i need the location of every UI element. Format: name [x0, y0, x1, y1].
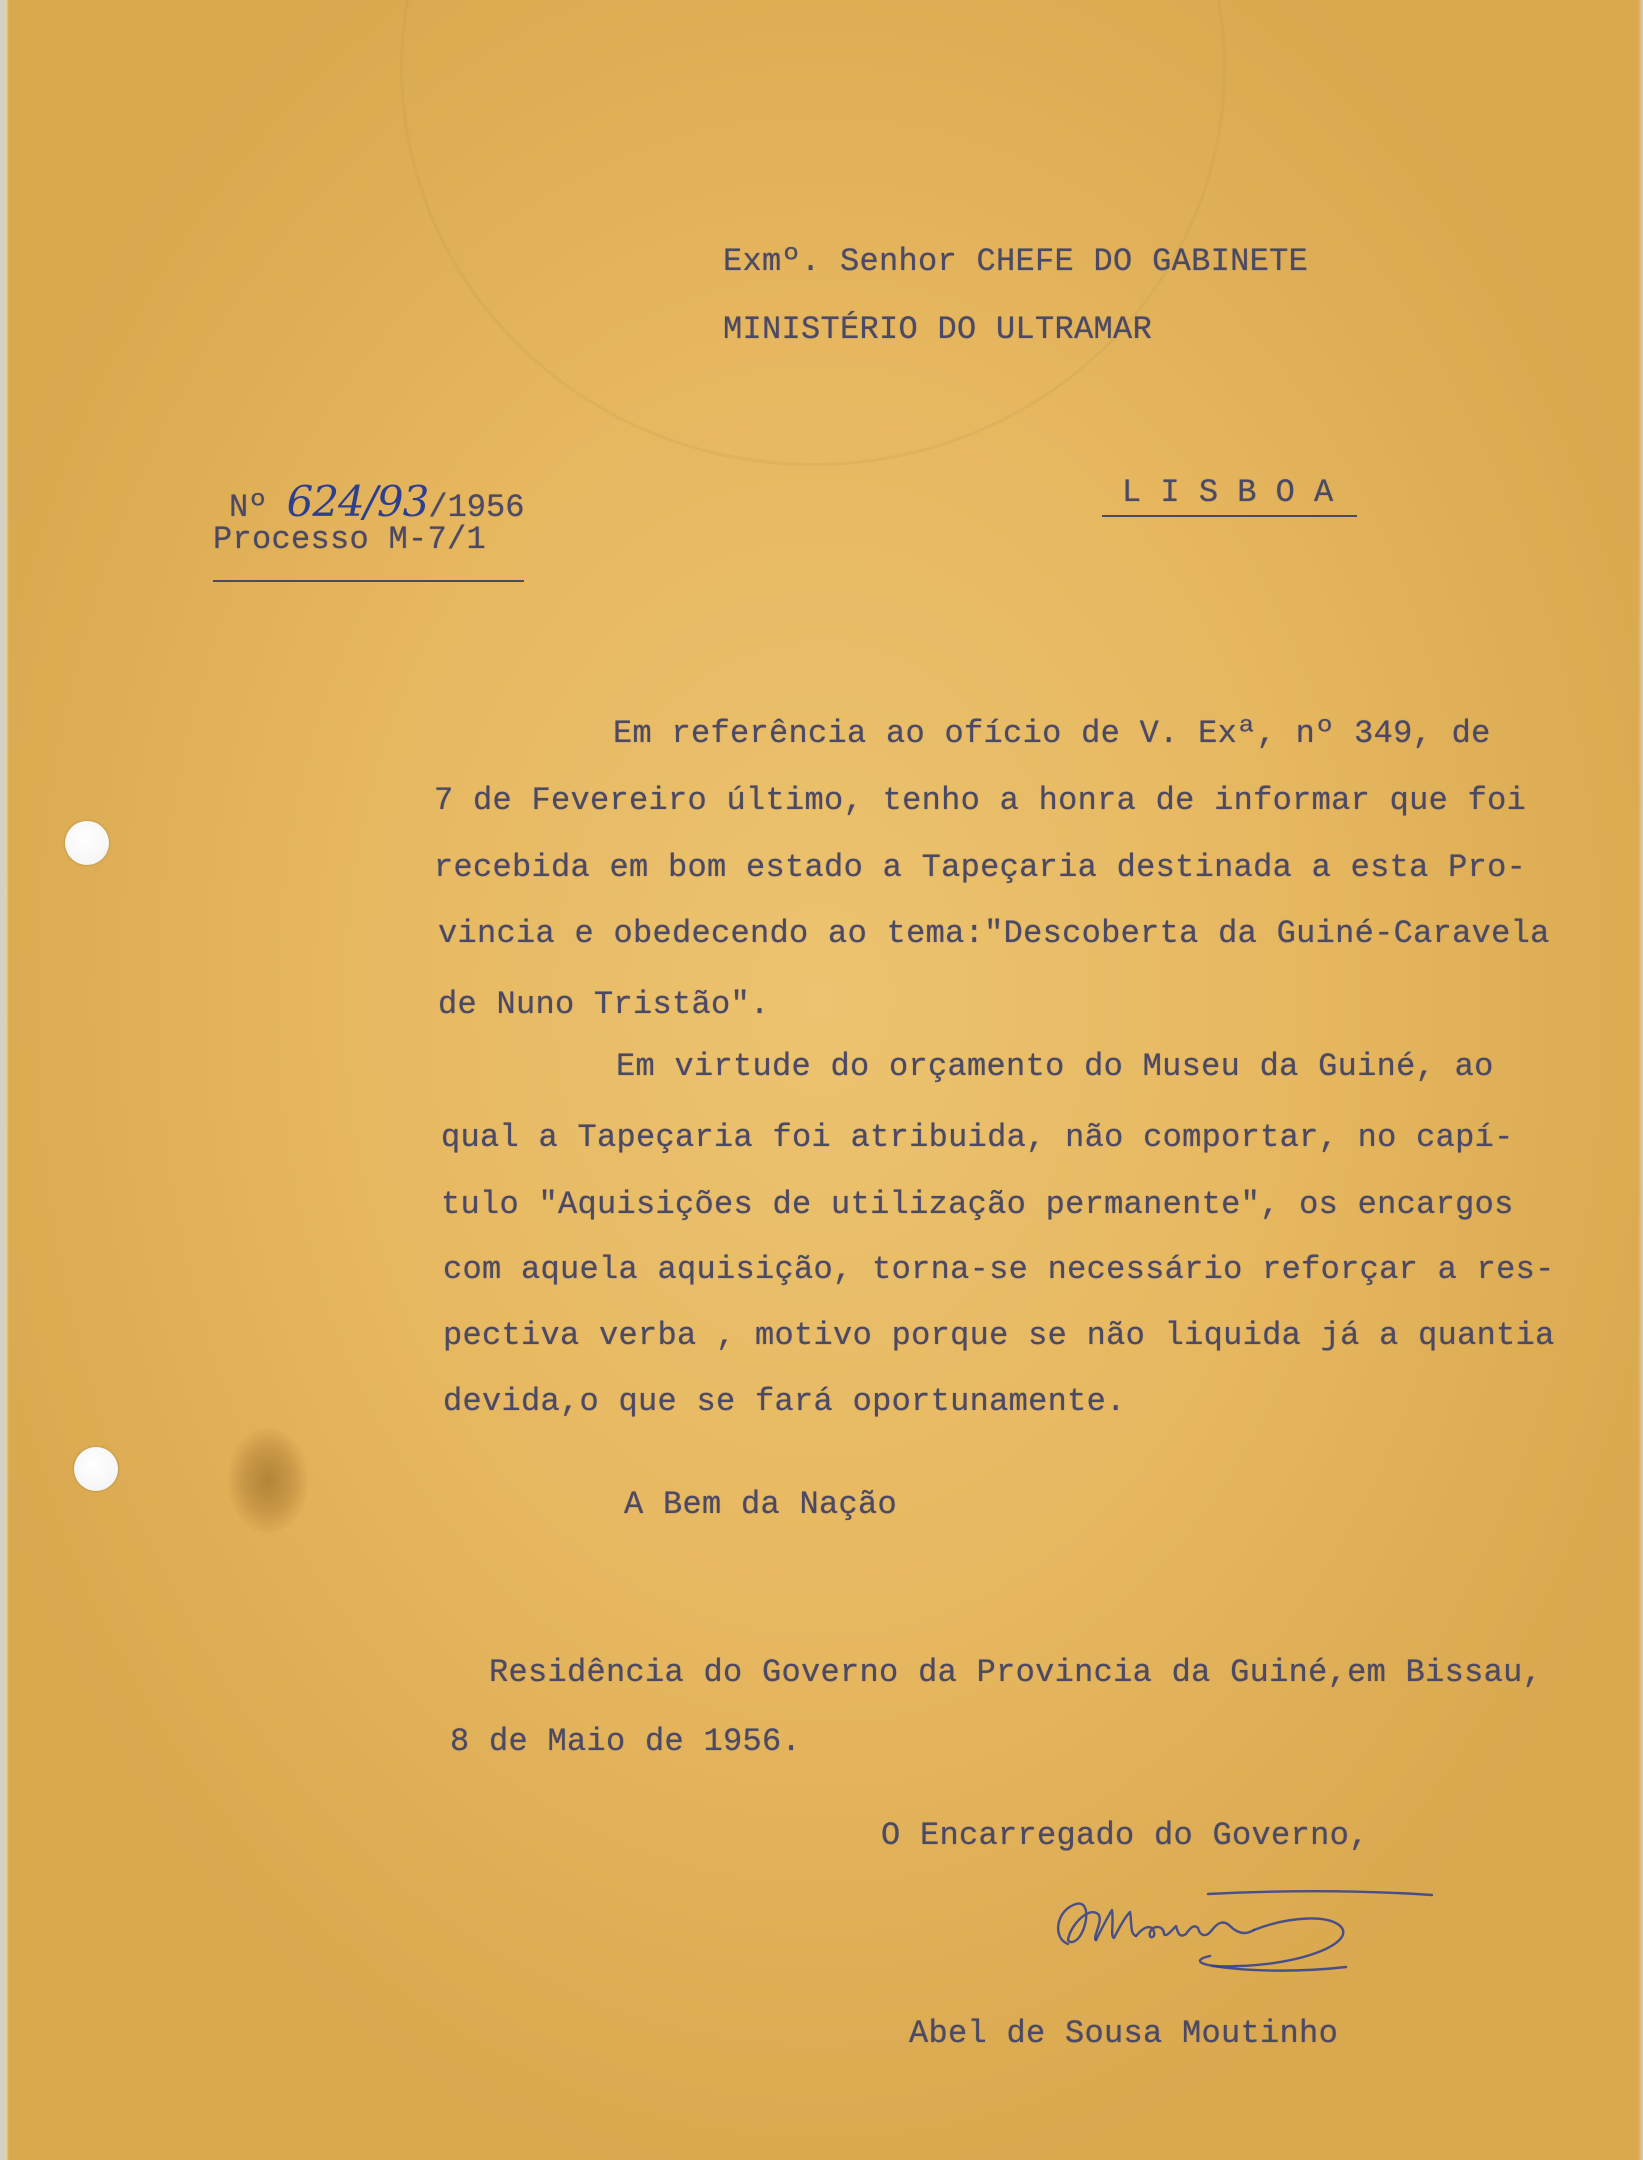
handwritten-signature: [1040, 1880, 1440, 1995]
signatory-title: O Encarregado do Governo,: [881, 1817, 1369, 1854]
paragraph-1-line-2: 7 de Fevereiro último, tenho a honra de informar que foi: [434, 782, 1527, 819]
reference-year: /1956: [428, 489, 525, 526]
paragraph-2-line-6: devida,o que se fará oportunamente.: [443, 1383, 1126, 1420]
paragraph-1-line-4: vincia e obedecendo ao tema:"Descoberta da Guiné-Caravela: [438, 915, 1550, 952]
processo-reference: Processo M-7/1: [213, 521, 487, 558]
punch-hole-bottom: [74, 1447, 118, 1491]
signature-stroke-initial: [1058, 1904, 1100, 1944]
paragraph-2-line-3: tulo "Aquisições de utilização permanente", os encargos: [441, 1186, 1514, 1223]
signature-stroke-m: [1096, 1910, 1136, 1940]
ink-stain: [228, 1428, 308, 1533]
reference-handwritten-number: 624/93: [286, 477, 429, 526]
paragraph-2-line-5: pectiva verba , motivo porque se não liquida já a quantia: [443, 1317, 1555, 1354]
city-heading: L I S B O A: [1102, 474, 1357, 517]
paragraph-1-line-1: Em referência ao ofício de V. Exª, nº 349, de: [613, 715, 1491, 752]
scan-edge-right: [1638, 0, 1643, 2160]
date-line: 8 de Maio de 1956.: [450, 1723, 802, 1760]
reference-number: [213, 436, 524, 582]
paragraph-1-line-3: recebida em bom estado a Tapeçaria destinada a esta Pro-: [434, 849, 1527, 886]
punch-hole-top: [65, 821, 109, 865]
paragraph-2-line-4: com aquela aquisição, torna-se necessário reforçar a res-: [443, 1251, 1555, 1288]
faint-stamp-impression: [400, 0, 1226, 466]
paragraph-2-line-2: qual a Tapeçaria foi atribuida, não comportar, no capí-: [441, 1119, 1514, 1156]
paragraph-1-line-5: de Nuno Tristão".: [438, 986, 770, 1023]
addressee-line-1: Exmº. Senhor CHEFE DO GABINETE: [723, 243, 1309, 280]
scan-edge-left: [0, 0, 9, 2160]
addressee-line-2: MINISTÉRIO DO ULTRAMAR: [723, 311, 1153, 348]
paragraph-2-line-1: Em virtude do orçamento do Museu da Guiné, ao: [616, 1048, 1494, 1085]
closing-salutation: A Bem da Nação: [624, 1486, 898, 1523]
signature-stroke-name: [1136, 1923, 1254, 1938]
reference-label: Nº: [229, 489, 287, 526]
signature-stroke-flourish: [1200, 1918, 1343, 1966]
place-line: Residência do Governo da Provincia da Guiné,em Bissau,: [489, 1654, 1543, 1691]
signatory-name: Abel de Sousa Moutinho: [909, 2015, 1339, 2052]
signature-stroke-top-line: [1208, 1891, 1432, 1895]
